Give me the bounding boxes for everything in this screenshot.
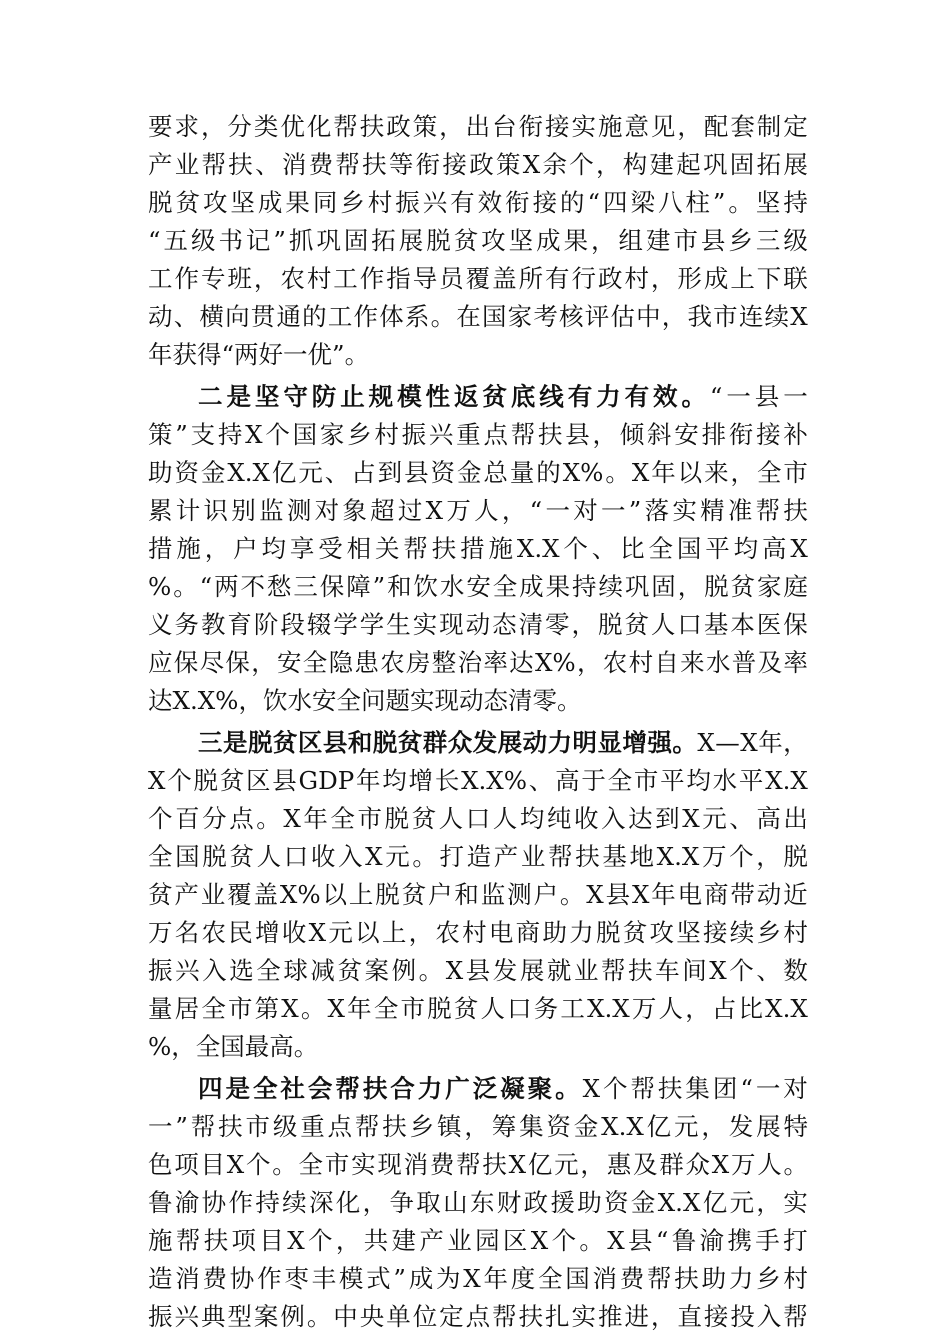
- text-line: % 。 “ 两 不 愁 三 保 障 ” 和 饮 水 安 全 成 果 持 续 巩 固 ， 脱 贫 家 庭: [148, 572, 808, 601]
- text-line: 色 项 目 X 个 。 全 市 实 现 消 费 帮 扶 X 亿 元 ， 惠 及 群 众 X 万 人 。: [148, 1150, 808, 1179]
- text-line: 动 、 横 向 贯 通 的 工 作 体 系 。 在 国 家 考 核 评 估 中 ， 我 市 连 续 X: [148, 302, 808, 331]
- text-line: “ 五 级 书 记 ” 抓 巩 固 拓 展 脱 贫 攻 坚 成 果 ， 组 建 市 县 乡 三 级: [148, 226, 808, 255]
- text-line: 造 消 费 协 作 枣 丰 模 式 ” 成 为 X 年 度 全 国 消 费 帮 扶 助 力 乡 村: [148, 1264, 808, 1293]
- text-line: 量 居 全 市 第 X 。 X 年 全 市 脱 贫 人 口 务 工 X.X 万 人 ， 占 比 X.X: [148, 994, 808, 1023]
- text-line: 贫 产 业 覆 盖 X% 以 上 脱 贫 户 和 监 测 户 。 X 县 X 年 电 商 带 动 近: [148, 880, 808, 909]
- text-line: 振 兴 典 型 案 例 。 中 央 单 位 定 点 帮 扶 扎 实 推 进 ， 直 接 投 入 帮: [148, 1302, 808, 1331]
- text-line: 二 是 坚 守 防 止 规 模 性 返 贫 底 线 有 力 有 效 。 “ 一 县 一: [198, 382, 808, 411]
- text-line: 要 求 ， 分 类 优 化 帮 扶 政 策 ， 出 台 衔 接 实 施 意 见 ， 配 套 制 定: [148, 112, 808, 141]
- text-line: 一 ” 帮 扶 市 级 重 点 帮 扶 乡 镇 ， 筹 集 资 金 X.X 亿 元 ， 发 展 特: [148, 1112, 808, 1141]
- text-line: 全 国 脱 贫 人 口 收 入 X 元 。 打 造 产 业 帮 扶 基 地 X.X 万 个 ， 脱: [148, 842, 808, 871]
- text-line: 万 名 农 民 增 收 X 元 以 上 ， 农 村 电 商 助 力 脱 贫 攻 坚 接 续 乡 村: [148, 918, 808, 947]
- text-line: 应 保 尽 保 ， 安 全 隐 患 农 房 整 治 率 达 X% ， 农 村 自 来 水 普 及 率: [148, 648, 808, 677]
- text-line: 累 计 识 别 监 测 对 象 超 过 X 万 人 ， “ 一 对 一 ” 落 实 精 准 帮 扶: [148, 496, 808, 525]
- text-line: 四 是 全 社 会 帮 扶 合 力 广 泛 凝 聚 。 X 个 帮 扶 集 团 “ 一 对: [198, 1074, 808, 1103]
- paragraph: [148, 724, 808, 1066]
- text-line: 产 业 帮 扶 、 消 费 帮 扶 等 衔 接 政 策 X 余 个 ， 构 建 起 巩 固 拓 展: [148, 150, 808, 179]
- text-line: 工 作 专 班 ， 农 村 工 作 指 导 员 覆 盖 所 有 行 政 村 ， 形 成 上 下 联: [148, 264, 808, 293]
- text-line: 义 务 教 育 阶 段 辍 学 学 生 实 现 动 态 清 零 ， 脱 贫 人 口 基 本 医 保: [148, 610, 808, 639]
- paragraph: [148, 108, 808, 374]
- paragraph: [148, 378, 808, 720]
- text-line: 施 帮 扶 项 目 X 个 ， 共 建 产 业 园 区 X 个 。 X 县 “ 鲁 渝 携 手 打: [148, 1226, 808, 1255]
- text-line: 鲁 渝 协 作 持 续 深 化 ， 争 取 山 东 财 政 援 助 资 金 X.X 亿 元 ， 实: [148, 1188, 808, 1217]
- text-line: 达 X.X% ， 饮 水 安 全 问 题 实 现 动 态 清 零 。: [148, 686, 582, 715]
- text-line: 振 兴 入 选 全 球 减 贫 案 例 。 X 县 发 展 就 业 帮 扶 车 间 X 个 、 数: [148, 956, 808, 985]
- text-line: 个 百 分 点 。 X 年 全 市 脱 贫 人 口 人 均 纯 收 入 达 到 X 元 、 高 出: [148, 804, 808, 833]
- text-line: 年 获 得 “ 两 好 一 优 ” 。: [148, 340, 370, 369]
- text-line: 策 ” 支 持 X 个 国 家 乡 村 振 兴 重 点 帮 扶 县 ， 倾 斜 安 排 衔 接 补: [148, 420, 808, 449]
- text-line: % ， 全 国 最 高 。: [148, 1032, 319, 1061]
- text-line: X 个 脱 贫 区 县 GDP 年 均 增 长 X.X% 、 高 于 全 市 平 均 水 平 X.X: [148, 766, 808, 795]
- document-body: [148, 108, 808, 1336]
- paragraph: [148, 1070, 808, 1336]
- text-line: 措 施 ， 户 均 享 受 相 关 帮 扶 措 施 X.X 个 、 比 全 国 平 均 高 X: [148, 534, 808, 563]
- text-line: 脱 贫 攻 坚 成 果 同 乡 村 振 兴 有 效 衔 接 的 “ 四 梁 八 柱 ” 。 坚 持: [148, 188, 808, 217]
- text-line: 三 是 脱 贫 区 县 和 脱 贫 群 众 发 展 动 力 明 显 增 强 。 X — X 年 ，: [198, 728, 808, 757]
- text-line: 助 资 金 X.X 亿 元 、 占 到 县 资 金 总 量 的 X% 。 X 年 以 来 ， 全 市: [148, 458, 808, 487]
